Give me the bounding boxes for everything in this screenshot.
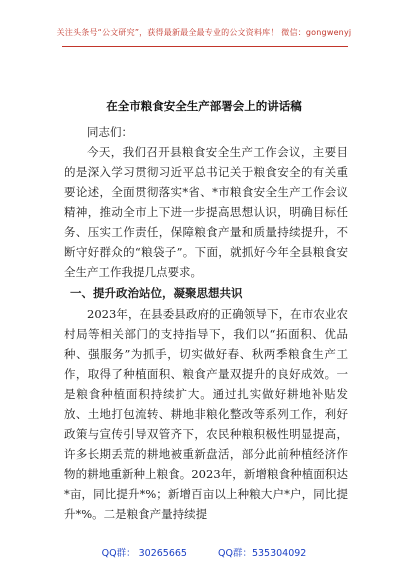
document-title: 在全市粮食安全生产部署会上的讲话稿 bbox=[106, 99, 302, 113]
section-heading: 一、提升政治站位，凝聚思想共识 bbox=[70, 286, 243, 300]
header-banner: 关注头条号“公文研究”，获得最新最全最专业的公文资料库！ 微信：gongwenyj bbox=[56, 28, 352, 37]
salutation: 同志们： bbox=[87, 125, 133, 139]
header-divider bbox=[62, 46, 348, 47]
footer-qq-group-1: QQ群： 30265665 bbox=[101, 548, 187, 559]
footer-qq-group-2: QQ群：535304092 bbox=[218, 548, 307, 559]
footer-contact bbox=[0, 545, 408, 559]
section-paragraph: 2023年，在县委县政府的正确领导下，在市农业农村局等相关部门的支持指导下，我们以“拓面积、优品种、强服务”为抓手，切实做好春、秋两季粮食生产工作，取得了种植面积、粮食产量双提升的良好成效。一是粮食种植面积持续扩大。通过扎实做好耕地补贴发放、土地打包流转、耕地非粮化整改等系列工作，利好政策与宣传引导双管齐下，农民种粮积极性明显提高，许多长期丢荒的耕地被重新盘活，部分此前种植经济作物的耕地重新种上粮食。2023年，新增粮食种植面积达*亩，同比提升*%；新增百亩以上种粮大户*户，同比提升*%。二是粮食产量持续提 bbox=[64, 307, 348, 521]
opening-paragraph: 今天，我们召开县粮食安全生产工作会议，主要目的是深入学习贯彻习近平总书记关于粮食安全的有关重要论述，全面贯彻落实*省、*市粮食安全生产工作会议精神，推动全市上下进一步提高思想认识，明确目标任务、压实工作责任，保障粮食产量和质量持续提升，不断守好群众的“粮袋子”。下面，就抓好今年全县粮食安全生产工作我提几点要求。 bbox=[64, 145, 348, 279]
document-body bbox=[64, 122, 348, 524]
